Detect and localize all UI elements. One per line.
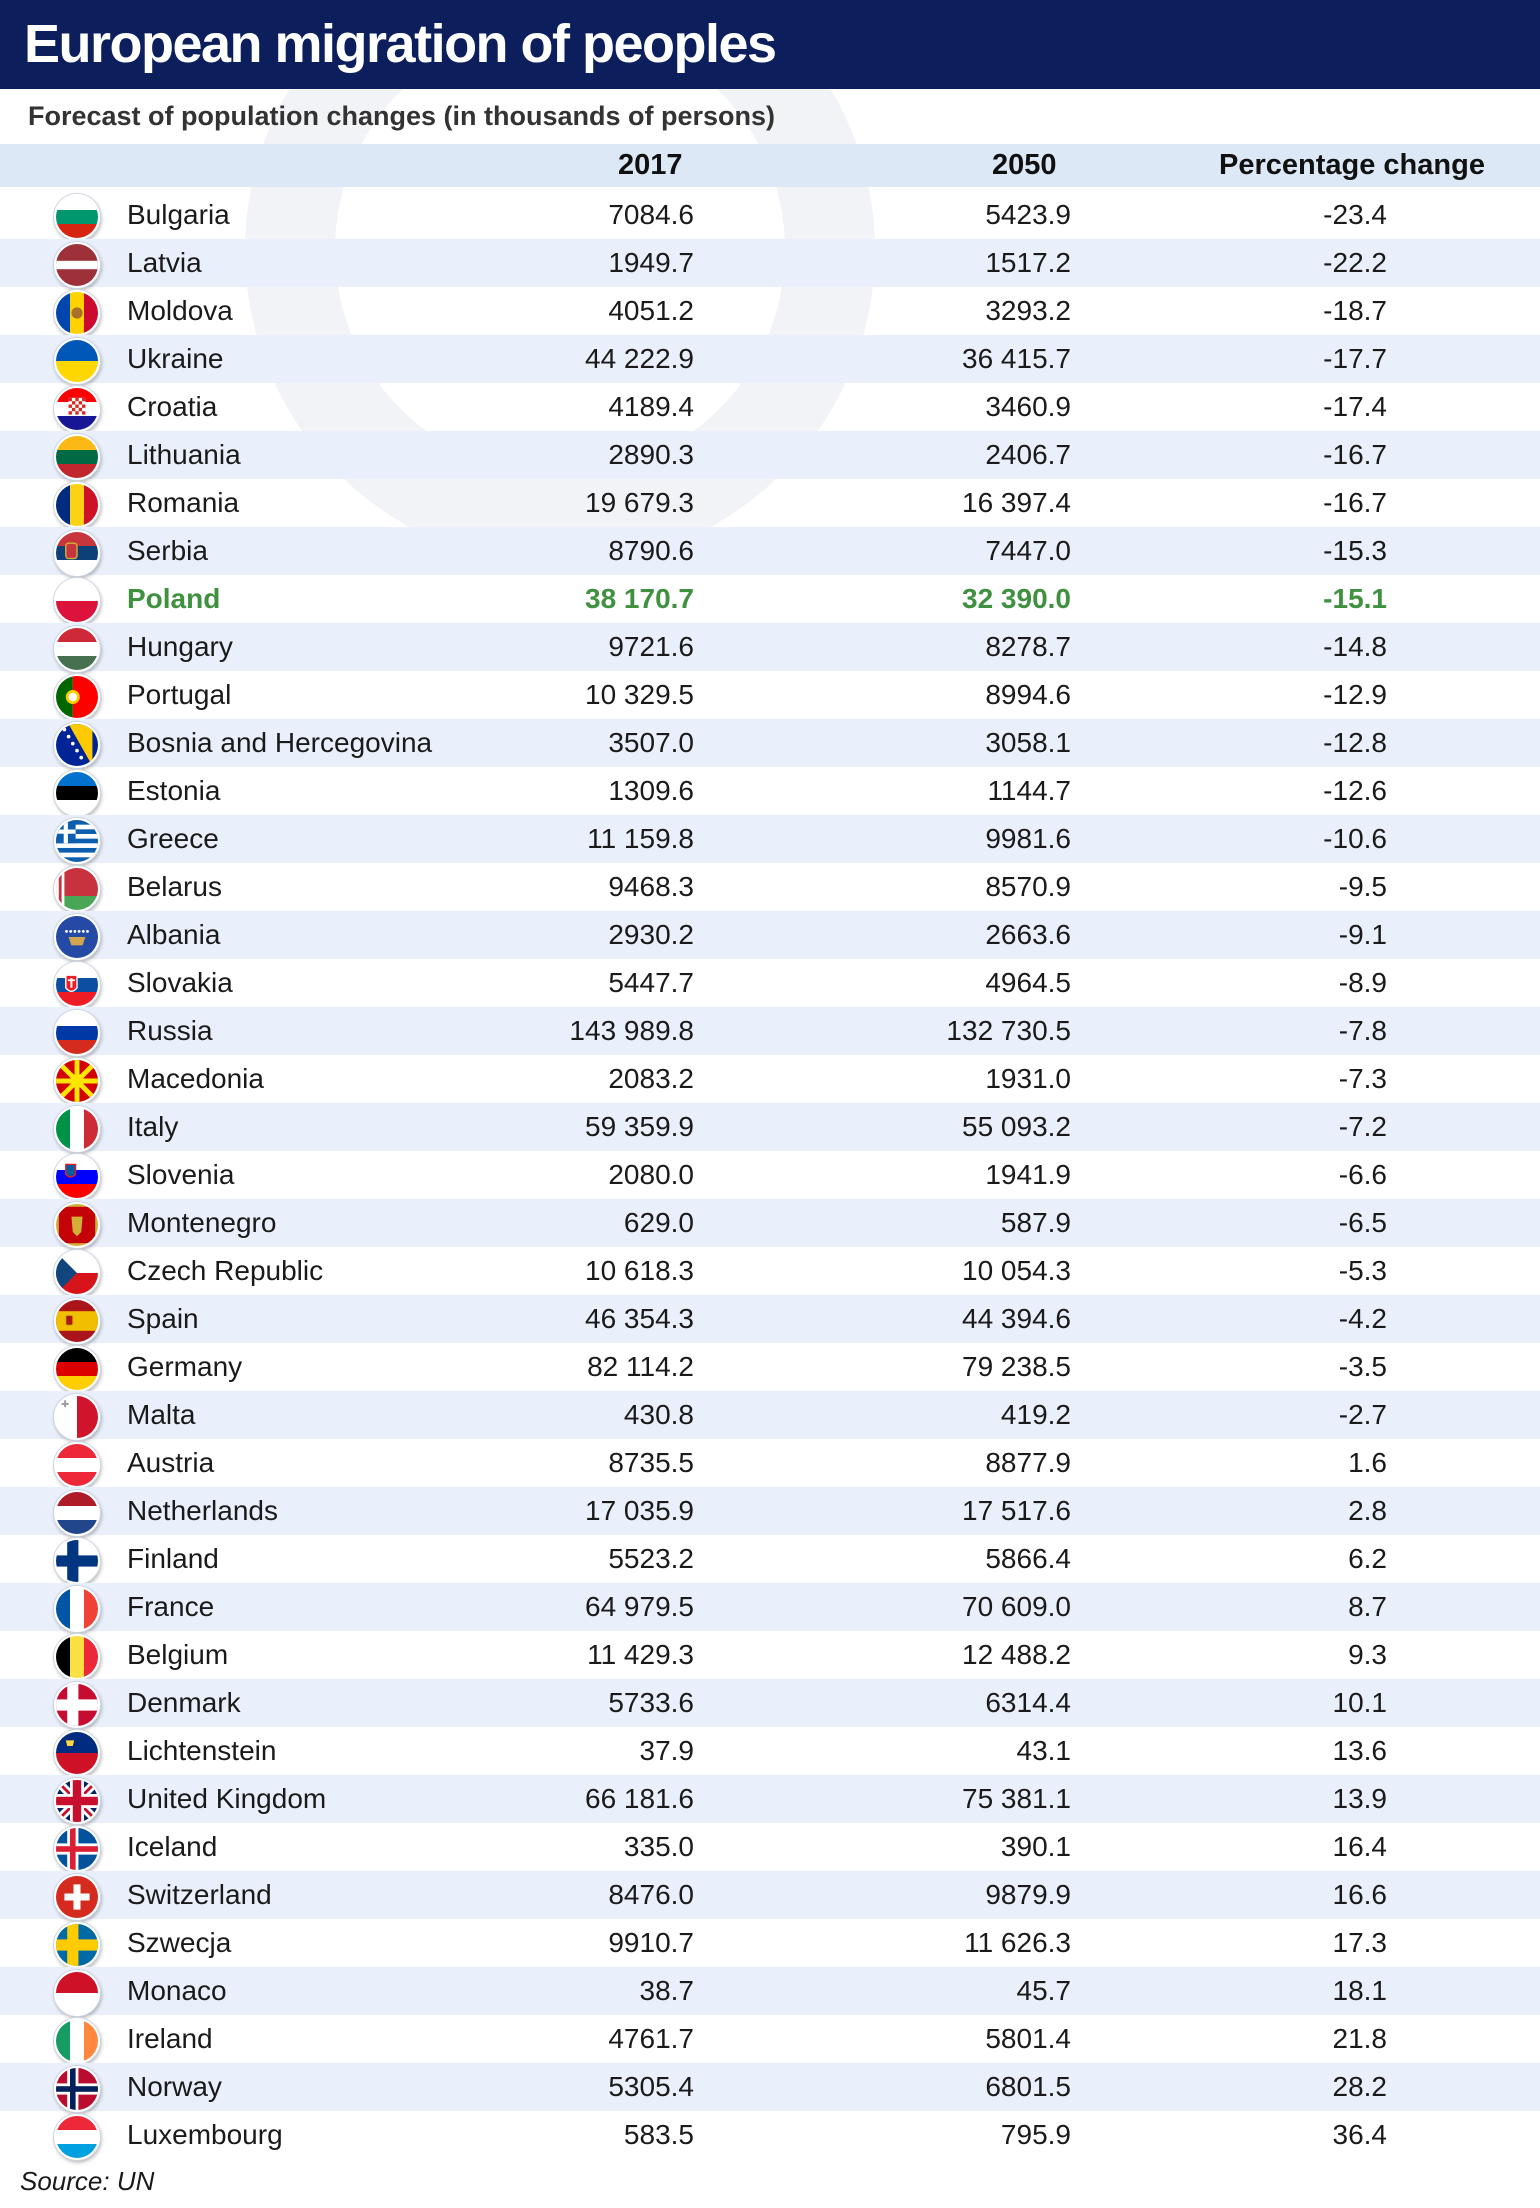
value-2050: 795.9 bbox=[1000, 2119, 1071, 2150]
ukraine-flag-icon bbox=[54, 338, 100, 384]
table-row-switzerland bbox=[0, 1871, 1540, 1919]
table-row-slovakia bbox=[0, 959, 1540, 1007]
country-name: Austria bbox=[127, 1447, 215, 1478]
norway-flag-icon bbox=[54, 2066, 100, 2112]
value-2017: 3507.0 bbox=[608, 727, 694, 758]
country-name: Czech Republic bbox=[127, 1255, 324, 1286]
montenegro-flag-icon bbox=[54, 1202, 100, 1248]
percentage-change: -4.2 bbox=[1338, 1303, 1387, 1334]
percentage-change: 13.9 bbox=[1332, 1783, 1387, 1814]
moldova-flag-icon bbox=[54, 290, 100, 336]
value-2017: 8790.6 bbox=[608, 535, 694, 566]
value-2017: 4761.7 bbox=[608, 2023, 694, 2054]
country-name: Slovakia bbox=[127, 967, 233, 998]
source-note: Source: UN bbox=[20, 2166, 155, 2196]
value-2050: 6801.5 bbox=[985, 2071, 1071, 2102]
value-2017: 59 359.9 bbox=[585, 1111, 694, 1142]
percentage-change: -8.9 bbox=[1338, 967, 1387, 998]
table-row-bosnia-and-hercegovina bbox=[0, 719, 1540, 767]
value-2017: 2080.0 bbox=[608, 1159, 694, 1190]
country-name: Albania bbox=[127, 919, 221, 950]
value-2050: 5423.9 bbox=[985, 199, 1071, 230]
country-name: Montenegro bbox=[127, 1207, 277, 1238]
percentage-change: 28.2 bbox=[1332, 2071, 1387, 2102]
value-2050: 10 054.3 bbox=[962, 1255, 1071, 1286]
value-2017: 1309.6 bbox=[608, 775, 694, 806]
bulgaria-flag-icon bbox=[54, 194, 100, 240]
value-2050: 17 517.6 bbox=[962, 1495, 1071, 1526]
value-2050: 1931.0 bbox=[985, 1063, 1071, 1094]
table-row-greece bbox=[0, 815, 1540, 863]
table-row-belgium bbox=[0, 1631, 1540, 1679]
value-2050: 75 381.1 bbox=[962, 1783, 1071, 1814]
table-row-macedonia bbox=[0, 1055, 1540, 1103]
percentage-change: -2.7 bbox=[1338, 1399, 1387, 1430]
table-row-norway bbox=[0, 2063, 1540, 2111]
value-2017: 430.8 bbox=[623, 1399, 694, 1430]
value-2050: 16 397.4 bbox=[962, 487, 1071, 518]
percentage-change: -10.6 bbox=[1323, 823, 1387, 854]
value-2017: 4189.4 bbox=[608, 391, 694, 422]
value-2017: 38 170.7 bbox=[585, 583, 694, 614]
germany-flag-icon bbox=[54, 1346, 100, 1392]
percentage-change: -17.7 bbox=[1323, 343, 1387, 374]
percentage-change: 16.6 bbox=[1332, 1879, 1387, 1910]
percentage-change: -15.3 bbox=[1323, 535, 1387, 566]
table-row-albania bbox=[0, 911, 1540, 959]
value-2017: 64 979.5 bbox=[585, 1591, 694, 1622]
percentage-change: -17.4 bbox=[1323, 391, 1387, 422]
percentage-change: 1.6 bbox=[1348, 1447, 1387, 1478]
portugal-flag-icon bbox=[54, 674, 100, 720]
table-row-bulgaria bbox=[0, 191, 1540, 239]
value-2017: 2083.2 bbox=[608, 1063, 694, 1094]
value-2050: 36 415.7 bbox=[962, 343, 1071, 374]
value-2017: 11 159.8 bbox=[587, 823, 694, 854]
value-2017: 46 354.3 bbox=[585, 1303, 694, 1334]
percentage-change: -12.9 bbox=[1323, 679, 1387, 710]
value-2017: 44 222.9 bbox=[585, 343, 694, 374]
value-2050: 6314.4 bbox=[985, 1687, 1071, 1718]
value-2017: 9721.6 bbox=[608, 631, 694, 662]
value-2017: 19 679.3 bbox=[585, 487, 694, 518]
value-2017: 2930.2 bbox=[608, 919, 694, 950]
hungary-flag-icon bbox=[54, 626, 100, 672]
table-row-serbia bbox=[0, 527, 1540, 575]
value-2050: 1941.9 bbox=[985, 1159, 1071, 1190]
country-name: Croatia bbox=[127, 391, 218, 422]
russia-flag-icon bbox=[54, 1010, 100, 1056]
table-row-austria bbox=[0, 1439, 1540, 1487]
country-name: Latvia bbox=[127, 247, 202, 278]
percentage-change: 17.3 bbox=[1332, 1927, 1387, 1958]
country-name: Portugal bbox=[127, 679, 232, 710]
value-2050: 5866.4 bbox=[985, 1543, 1071, 1574]
table-row-romania bbox=[0, 479, 1540, 527]
percentage-change: -16.7 bbox=[1323, 439, 1387, 470]
table-row-croatia bbox=[0, 383, 1540, 431]
monaco-flag-icon bbox=[54, 1970, 100, 2016]
percentage-change: 16.4 bbox=[1332, 1831, 1387, 1862]
poland-flag-icon bbox=[54, 578, 100, 624]
country-name: Lichtenstein bbox=[127, 1735, 277, 1766]
country-name: Iceland bbox=[127, 1831, 218, 1862]
value-2050: 2406.7 bbox=[985, 439, 1071, 470]
table-row-ukraine bbox=[0, 335, 1540, 383]
value-2050: 8570.9 bbox=[985, 871, 1071, 902]
value-2017: 66 181.6 bbox=[585, 1783, 694, 1814]
country-name: Hungary bbox=[127, 631, 233, 662]
value-2050: 44 394.6 bbox=[962, 1303, 1071, 1334]
table-row-poland bbox=[0, 575, 1540, 623]
value-2017: 82 114.2 bbox=[587, 1351, 694, 1382]
value-2017: 1949.7 bbox=[608, 247, 694, 278]
belgium-flag-icon bbox=[54, 1634, 100, 1680]
finland-flag-icon bbox=[54, 1538, 100, 1584]
table-row-united-kingdom bbox=[0, 1775, 1540, 1823]
value-2050: 5801.4 bbox=[985, 2023, 1071, 2054]
lithuania-flag-icon bbox=[54, 434, 100, 480]
table-row-finland bbox=[0, 1535, 1540, 1583]
table-row-ireland bbox=[0, 2015, 1540, 2063]
value-2017: 10 329.5 bbox=[585, 679, 694, 710]
percentage-change: -14.8 bbox=[1323, 631, 1387, 662]
percentage-change: -5.3 bbox=[1338, 1255, 1387, 1286]
percentage-change: 8.7 bbox=[1348, 1591, 1387, 1622]
table-row-iceland bbox=[0, 1823, 1540, 1871]
country-name: Belgium bbox=[127, 1639, 229, 1670]
value-2017: 5733.6 bbox=[608, 1687, 694, 1718]
column-header-2050: 2050 bbox=[992, 149, 1057, 181]
percentage-change: 6.2 bbox=[1348, 1543, 1387, 1574]
netherlands-flag-icon bbox=[54, 1490, 100, 1536]
serbia-flag-icon bbox=[54, 530, 100, 576]
country-name: Szwecja bbox=[127, 1927, 232, 1958]
country-name: Estonia bbox=[127, 775, 221, 806]
slovenia-flag-icon bbox=[54, 1154, 100, 1200]
table-row-belarus bbox=[0, 863, 1540, 911]
percentage-change: 10.1 bbox=[1332, 1687, 1387, 1718]
table-row-hungary bbox=[0, 623, 1540, 671]
table-row-estonia bbox=[0, 767, 1540, 815]
percentage-change: -7.8 bbox=[1338, 1015, 1387, 1046]
malta-flag-icon bbox=[54, 1394, 100, 1440]
country-name: Luxembourg bbox=[127, 2119, 283, 2150]
country-name: Romania bbox=[127, 487, 240, 518]
table-body bbox=[0, 191, 1540, 2159]
country-name: Monaco bbox=[127, 1975, 227, 2006]
table-row-france bbox=[0, 1583, 1540, 1631]
value-2050: 587.9 bbox=[1000, 1207, 1071, 1238]
table-header bbox=[0, 144, 1540, 187]
percentage-change: -12.6 bbox=[1323, 775, 1387, 806]
value-2017: 38.7 bbox=[639, 1975, 694, 2006]
kosovo-flag-icon bbox=[54, 914, 100, 960]
value-2050: 132 730.5 bbox=[946, 1015, 1071, 1046]
percentage-change: 18.1 bbox=[1332, 1975, 1387, 2006]
value-2050: 43.1 bbox=[1016, 1735, 1071, 1766]
value-2017: 7084.6 bbox=[608, 199, 694, 230]
austria-flag-icon bbox=[54, 1442, 100, 1488]
percentage-change: 21.8 bbox=[1332, 2023, 1387, 2054]
country-name: Netherlands bbox=[127, 1495, 278, 1526]
country-name: Finland bbox=[127, 1543, 219, 1574]
table-row-germany bbox=[0, 1343, 1540, 1391]
chart-title: European migration of peoples bbox=[24, 14, 776, 74]
value-2050: 45.7 bbox=[1016, 1975, 1071, 2006]
value-2017: 8476.0 bbox=[608, 1879, 694, 1910]
country-name: Ukraine bbox=[127, 343, 224, 374]
value-2050: 1517.2 bbox=[985, 247, 1071, 278]
percentage-change: 36.4 bbox=[1332, 2119, 1387, 2150]
percentage-change: 9.3 bbox=[1348, 1639, 1387, 1670]
table-row-latvia bbox=[0, 239, 1540, 287]
percentage-change: -22.2 bbox=[1323, 247, 1387, 278]
chart-subtitle: Forecast of population changes (in thousands of persons) bbox=[28, 101, 776, 131]
value-2050: 4964.5 bbox=[985, 967, 1071, 998]
country-name: Ireland bbox=[127, 2023, 213, 2054]
value-2017: 10 618.3 bbox=[585, 1255, 694, 1286]
uk-flag-icon bbox=[54, 1778, 100, 1824]
country-name: Norway bbox=[127, 2071, 222, 2102]
table-row-portugal bbox=[0, 671, 1540, 719]
greece-flag-icon bbox=[54, 818, 100, 864]
value-2050: 9981.6 bbox=[985, 823, 1071, 854]
value-2050: 3460.9 bbox=[985, 391, 1071, 422]
country-name: Lithuania bbox=[127, 439, 241, 470]
value-2050: 70 609.0 bbox=[962, 1591, 1071, 1622]
country-name: Poland bbox=[127, 583, 221, 614]
value-2050: 3058.1 bbox=[985, 727, 1071, 758]
country-name: Spain bbox=[127, 1303, 199, 1334]
value-2017: 17 035.9 bbox=[585, 1495, 694, 1526]
value-2050: 8278.7 bbox=[985, 631, 1071, 662]
value-2050: 8994.6 bbox=[985, 679, 1071, 710]
value-2017: 5305.4 bbox=[608, 2071, 694, 2102]
belarus-flag-icon bbox=[54, 866, 100, 912]
value-2050: 55 093.2 bbox=[962, 1111, 1071, 1142]
value-2017: 583.5 bbox=[623, 2119, 694, 2150]
table-row-montenegro bbox=[0, 1199, 1540, 1247]
value-2017: 9910.7 bbox=[608, 1927, 694, 1958]
percentage-change: -7.2 bbox=[1338, 1111, 1387, 1142]
latvia-flag-icon bbox=[54, 242, 100, 288]
value-2050: 390.1 bbox=[1000, 1831, 1071, 1862]
liechtenstein-flag-icon bbox=[54, 1730, 100, 1776]
value-2017: 5447.7 bbox=[608, 967, 694, 998]
title-bar bbox=[0, 0, 1540, 89]
percentage-change: 13.6 bbox=[1332, 1735, 1387, 1766]
denmark-flag-icon bbox=[54, 1682, 100, 1728]
table-row-denmark bbox=[0, 1679, 1540, 1727]
spain-flag-icon bbox=[54, 1298, 100, 1344]
country-name: Malta bbox=[127, 1399, 196, 1430]
percentage-change: 2.8 bbox=[1348, 1495, 1387, 1526]
croatia-flag-icon bbox=[54, 386, 100, 432]
iceland-flag-icon bbox=[54, 1826, 100, 1872]
romania-flag-icon bbox=[54, 482, 100, 528]
estonia-flag-icon bbox=[54, 770, 100, 816]
country-name: Greece bbox=[127, 823, 219, 854]
country-name: Italy bbox=[127, 1111, 179, 1142]
value-2050: 12 488.2 bbox=[962, 1639, 1071, 1670]
percentage-change: -9.5 bbox=[1338, 871, 1387, 902]
table-row-lithuania bbox=[0, 431, 1540, 479]
country-name: Switzerland bbox=[127, 1879, 272, 1910]
value-2017: 335.0 bbox=[623, 1831, 694, 1862]
country-name: Bosnia and Hercegovina bbox=[127, 727, 433, 758]
table-row-moldova bbox=[0, 287, 1540, 335]
country-name: Macedonia bbox=[127, 1063, 264, 1094]
france-flag-icon bbox=[54, 1586, 100, 1632]
value-2017: 9468.3 bbox=[608, 871, 694, 902]
country-name: Germany bbox=[127, 1351, 243, 1382]
value-2050: 32 390.0 bbox=[962, 583, 1071, 614]
value-2017: 4051.2 bbox=[608, 295, 694, 326]
slovakia-flag-icon bbox=[54, 962, 100, 1008]
bosnia-flag-icon bbox=[54, 722, 100, 768]
table-row-luxembourg bbox=[0, 2111, 1540, 2159]
ireland-flag-icon bbox=[54, 2018, 100, 2064]
value-2050: 9879.9 bbox=[985, 1879, 1071, 1910]
percentage-change: -16.7 bbox=[1323, 487, 1387, 518]
percentage-change: -7.3 bbox=[1338, 1063, 1387, 1094]
value-2050: 11 626.3 bbox=[964, 1927, 1071, 1958]
table-row-monaco bbox=[0, 1967, 1540, 2015]
percentage-change: -23.4 bbox=[1323, 199, 1387, 230]
table-row-czech-republic bbox=[0, 1247, 1540, 1295]
value-2050: 1144.7 bbox=[987, 775, 1071, 806]
value-2050: 3293.2 bbox=[985, 295, 1071, 326]
percentage-change: -6.5 bbox=[1338, 1207, 1387, 1238]
value-2017: 11 429.3 bbox=[587, 1639, 694, 1670]
percentage-change: -6.6 bbox=[1338, 1159, 1387, 1190]
percentage-change: -9.1 bbox=[1338, 919, 1387, 950]
macedonia-flag-icon bbox=[54, 1058, 100, 1104]
value-2017: 629.0 bbox=[623, 1207, 694, 1238]
table-row-netherlands bbox=[0, 1487, 1540, 1535]
percentage-change: -18.7 bbox=[1323, 295, 1387, 326]
country-name: Serbia bbox=[127, 535, 208, 566]
sweden-flag-icon bbox=[54, 1922, 100, 1968]
italy-flag-icon bbox=[54, 1106, 100, 1152]
percentage-change: -12.8 bbox=[1323, 727, 1387, 758]
country-name: Belarus bbox=[127, 871, 222, 902]
column-header-2017: 2017 bbox=[618, 149, 683, 181]
value-2050: 419.2 bbox=[1000, 1399, 1071, 1430]
value-2050: 2663.6 bbox=[985, 919, 1071, 950]
value-2017: 5523.2 bbox=[608, 1543, 694, 1574]
table-row-italy bbox=[0, 1103, 1540, 1151]
value-2017: 143 989.8 bbox=[569, 1015, 694, 1046]
country-name: United Kingdom bbox=[127, 1783, 327, 1814]
table-row-lichtenstein bbox=[0, 1727, 1540, 1775]
country-name: France bbox=[127, 1591, 215, 1622]
country-name: Denmark bbox=[127, 1687, 241, 1718]
percentage-change: -15.1 bbox=[1323, 583, 1387, 614]
table-row-slovenia bbox=[0, 1151, 1540, 1199]
table-row-russia bbox=[0, 1007, 1540, 1055]
country-name: Russia bbox=[127, 1015, 213, 1046]
value-2050: 8877.9 bbox=[985, 1447, 1071, 1478]
switzerland-flag-icon bbox=[54, 1874, 100, 1920]
column-header-percentage-change: Percentage change bbox=[1219, 149, 1485, 181]
value-2050: 7447.0 bbox=[985, 535, 1071, 566]
table-row-malta bbox=[0, 1391, 1540, 1439]
country-name: Moldova bbox=[127, 295, 233, 326]
value-2050: 79 238.5 bbox=[962, 1351, 1071, 1382]
value-2017: 2890.3 bbox=[608, 439, 694, 470]
country-name: Bulgaria bbox=[127, 199, 230, 230]
table-row-szwecja bbox=[0, 1919, 1540, 1967]
country-name: Slovenia bbox=[127, 1159, 235, 1190]
luxembourg-flag-icon bbox=[54, 2114, 100, 2160]
table-row-spain bbox=[0, 1295, 1540, 1343]
czech-flag-icon bbox=[54, 1250, 100, 1296]
value-2017: 37.9 bbox=[639, 1735, 694, 1766]
value-2017: 8735.5 bbox=[608, 1447, 694, 1478]
percentage-change: -3.5 bbox=[1338, 1351, 1387, 1382]
